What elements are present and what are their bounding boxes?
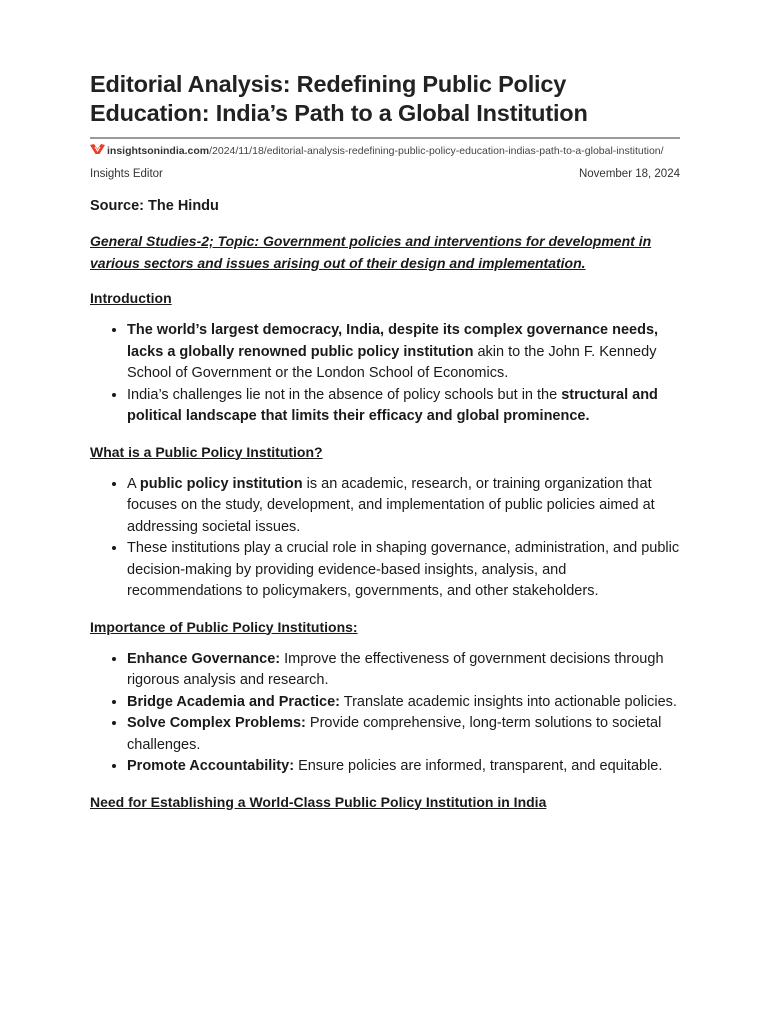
title-divider	[90, 137, 680, 139]
list-item-text: akin to the John F. Kennedy School of Government or the London School of Economics.	[127, 343, 657, 381]
list-item-bold: Enhance Governance:	[127, 650, 281, 667]
article-meta	[90, 168, 680, 180]
publish-date: November 18, 2024	[578, 168, 680, 180]
list-item-text: is an academic, research, or training organization that focuses on the study, development, and implementation of public policies aimed at addressing societal issues.	[127, 475, 655, 535]
list-item-text: India’s challenges lie not in the absence of policy schools but in the	[127, 386, 562, 403]
introduction-list	[90, 320, 680, 428]
list-item-text: Improve the effectiveness of government decisions through rigorous analysis and research.	[127, 650, 664, 688]
list-item-text: These institutions play a crucial role in shaping governance, administration, and public decision-making by providing evidence-based insights, analysis, and recommendations to policymakers, governments, and other stakeholders.	[127, 540, 680, 599]
source-domain[interactable]: insightsonindia.com	[107, 145, 210, 157]
list-item	[127, 474, 680, 539]
list-item	[127, 385, 680, 428]
list-item-bold: Solve Complex Problems:	[127, 715, 306, 731]
article-title: Editorial Analysis: Redefining Public Policy Education: India’s Path to a Global Institution	[90, 71, 588, 126]
what-is-list	[90, 474, 680, 603]
list-item-text: Provide comprehensive, long-term solutions to societal challenges.	[127, 715, 662, 753]
list-item-bold: Bridge Academia and Practice:	[127, 693, 341, 710]
source-path[interactable]: /2024/11/18/editorial-analysis-redefining-public-policy-education-indias-path-to-a-global-institution/	[209, 145, 664, 157]
list-item-bold: The world’s largest democracy, India, despite its complex governance needs, lacks a globally renowned public policy institution	[127, 322, 659, 360]
list-item-bold: structural and political landscape that limits their efficacy and global prominence.	[127, 386, 658, 424]
insights-logo-icon	[90, 144, 105, 155]
list-item	[127, 538, 680, 603]
section-title-introduction: Introduction	[90, 290, 172, 306]
article	[90, 70, 680, 810]
list-item-pre: A	[127, 475, 140, 492]
list-item	[127, 713, 680, 756]
list-item-bold: Promote Accountability:	[127, 758, 295, 774]
source-url[interactable]	[90, 144, 680, 158]
section-title-need: Need for Establishing a World-Class Public Policy Institution in India	[90, 793, 547, 810]
list-item	[127, 649, 680, 692]
author: Insights Editor	[90, 168, 163, 180]
list-item	[127, 320, 680, 385]
list-item	[127, 756, 680, 778]
section-title-importance: Importance of Public Policy Institutions:	[90, 618, 358, 635]
importance-list	[90, 649, 680, 778]
list-item-text: Translate academic insights into actionable policies.	[340, 693, 677, 710]
section-title-what-is: What is a Public Policy Institution?	[90, 443, 323, 460]
source-heading: Source: The Hindu	[90, 198, 219, 214]
list-item-bold: public policy institution	[139, 475, 303, 492]
list-item-text: Ensure policies are informed, transparent, and equitable.	[294, 758, 663, 774]
gs-topic: General Studies-2; Topic: Government policies and interventions for development in various sectors and issues arising out of their design and implementation.	[90, 233, 652, 271]
list-item	[127, 692, 680, 714]
